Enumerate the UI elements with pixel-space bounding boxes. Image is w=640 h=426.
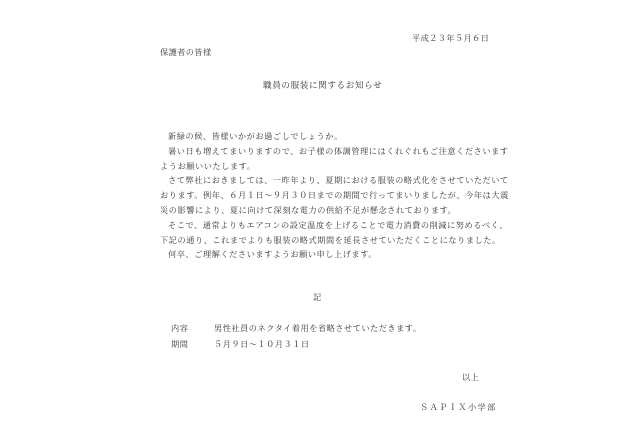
detail-value: 男性社員のネクタイ着用を省略させていただきます。	[214, 323, 422, 333]
ki-heading: 記	[313, 292, 322, 302]
detail-value: ５月９日～１０月３１日	[214, 339, 310, 349]
body-text	[160, 129, 509, 262]
body-line: 災の影響により、夏に向けて深刻な電力の供給不足が懸念されております。	[160, 204, 457, 215]
detail-label: 期間	[171, 339, 189, 349]
body-line: さて弊社におきましては、一昨年より、夏期における服装の略式化をさせていただいて	[168, 175, 509, 186]
body-line: 下記の通り、これまでよりも服装の略式期間を延長させていただくことになりました。	[160, 234, 501, 245]
closing-mark: 以上	[462, 372, 480, 382]
body-line: 新緑の候、皆様いかがお過ごしでしょうか。	[168, 131, 343, 141]
document-date: 平成２３年５月６日	[412, 33, 490, 43]
document-title: 職員の服装に関するお知らせ	[263, 81, 383, 91]
sender-name: ＳＡＰＩＸ小学部	[420, 402, 497, 412]
body-line: そこで、通常よりもエアコンの設定温度を上げることで電力消費の削減に努めるべく、	[168, 219, 509, 230]
body-line: ようお願いいたします。	[160, 160, 256, 171]
detail-label: 内容	[171, 323, 189, 333]
body-line: 暑い日も増えてまいりますので、お子様の体調管理にはくれぐれもご注意くださいます	[168, 145, 509, 156]
recipient: 保護者の皆様	[160, 47, 212, 57]
detail-row-period	[171, 339, 471, 351]
detail-row-content	[171, 323, 471, 335]
body-line: おります。例年、６月１日～９月３０日までの期間で行ってまいりましたが、今年は大震	[160, 190, 509, 201]
body-line: 何卒、ご理解くださいますようお願い申し上げます。	[168, 249, 378, 260]
